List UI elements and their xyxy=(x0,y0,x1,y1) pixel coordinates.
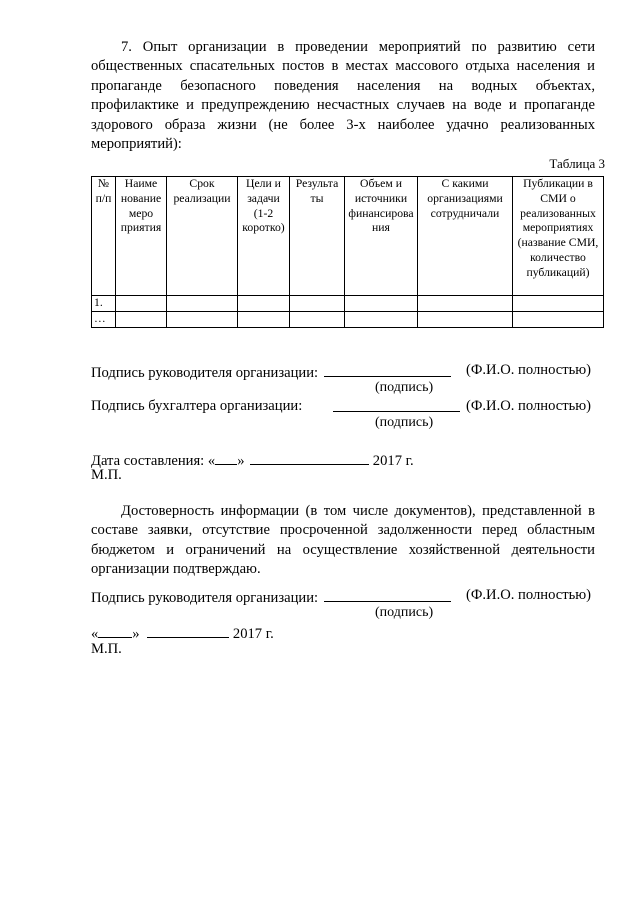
header-funding: Объем и источники финансирова ния xyxy=(345,177,418,296)
table-cell xyxy=(513,312,604,328)
date-close-quote: » xyxy=(237,453,245,469)
table-row xyxy=(92,296,604,312)
head-signature-line xyxy=(91,362,451,382)
table-cell xyxy=(116,312,167,328)
stamp-label: М.П. xyxy=(91,467,122,483)
table-cell xyxy=(418,312,513,328)
table-cell: … xyxy=(92,312,116,328)
signature-blank[interactable] xyxy=(333,397,460,412)
day-blank[interactable] xyxy=(215,450,237,465)
signature-hint: (подпись) xyxy=(375,380,434,395)
head-signature-label: Подпись руководителя организации: xyxy=(91,590,319,606)
table-cell xyxy=(345,312,418,328)
fio-hint: (Ф.И.О. полностью) xyxy=(466,362,592,378)
open-quote: « xyxy=(91,626,99,642)
signature-blank[interactable] xyxy=(324,362,451,377)
header-number: № п/п xyxy=(92,177,116,296)
date-line-2 xyxy=(91,623,274,643)
table-cell xyxy=(418,296,513,312)
table-header-row xyxy=(92,177,604,296)
header-goals: Цели и задачи (1-2 коротко) xyxy=(238,177,290,296)
table-cell xyxy=(290,312,345,328)
section-7-paragraph: 7. Опыт организации в проведении мероприятий по развитию сети общественных спасательных постов в местах массового отдыха населения и пропаганде безопасного поведения населения на водных объектах, профилактике и предупреждению несчастных случаев на воде и пропаганде здорового образа жизни (не более 3-х наиболее удачно реализованных мероприятий): xyxy=(91,39,595,153)
accountant-signature-label: Подпись бухгалтера организации: xyxy=(91,398,303,414)
head-signature-line-2 xyxy=(91,587,451,607)
table-cell xyxy=(345,296,418,312)
header-period: Срок реализации xyxy=(167,177,238,296)
signature-hint: (подпись) xyxy=(375,605,434,620)
table-row xyxy=(92,312,604,328)
fio-hint: (Ф.И.О. полностью) xyxy=(466,587,592,603)
table-cell xyxy=(116,296,167,312)
close-quote: » xyxy=(132,626,140,642)
month-blank[interactable] xyxy=(250,450,369,465)
confirmation-paragraph: Достоверность информации (в том числе документов), представленной в составе заявки, отсутствие просроченной задолженности перед областным бюджетом и ограничений на осуществление хозяйственной деятельности организации подтверждаю. xyxy=(91,503,595,578)
signature-blank[interactable] xyxy=(324,587,451,602)
table-cell xyxy=(238,296,290,312)
table-cell xyxy=(238,312,290,328)
table-caption: Таблица 3 xyxy=(549,156,605,171)
table-cell xyxy=(167,312,238,328)
date-label: Дата составления: « xyxy=(91,453,216,469)
header-results: Результа ты xyxy=(290,177,345,296)
table-cell xyxy=(167,296,238,312)
table-cell xyxy=(513,296,604,312)
header-partners: С какими организациями сотрудничали xyxy=(418,177,513,296)
header-event-name: Наиме нование меро приятия xyxy=(116,177,167,296)
events-table xyxy=(91,176,604,328)
month-blank[interactable] xyxy=(147,623,229,638)
head-signature-label: Подпись руководителя организации: xyxy=(91,365,319,381)
date-year: 2017 г. xyxy=(232,626,274,642)
day-blank[interactable] xyxy=(98,623,132,638)
signature-hint: (подпись) xyxy=(375,415,434,430)
header-publications: Публикации в СМИ о реализованных мероприятиях (название СМИ, количество публикаций) xyxy=(513,177,604,296)
table-cell: 1. xyxy=(92,296,116,312)
date-line xyxy=(91,450,414,470)
fio-hint: (Ф.И.О. полностью) xyxy=(466,398,592,414)
stamp-label: М.П. xyxy=(91,641,122,657)
table-cell xyxy=(290,296,345,312)
date-year: 2017 г. xyxy=(372,453,414,469)
